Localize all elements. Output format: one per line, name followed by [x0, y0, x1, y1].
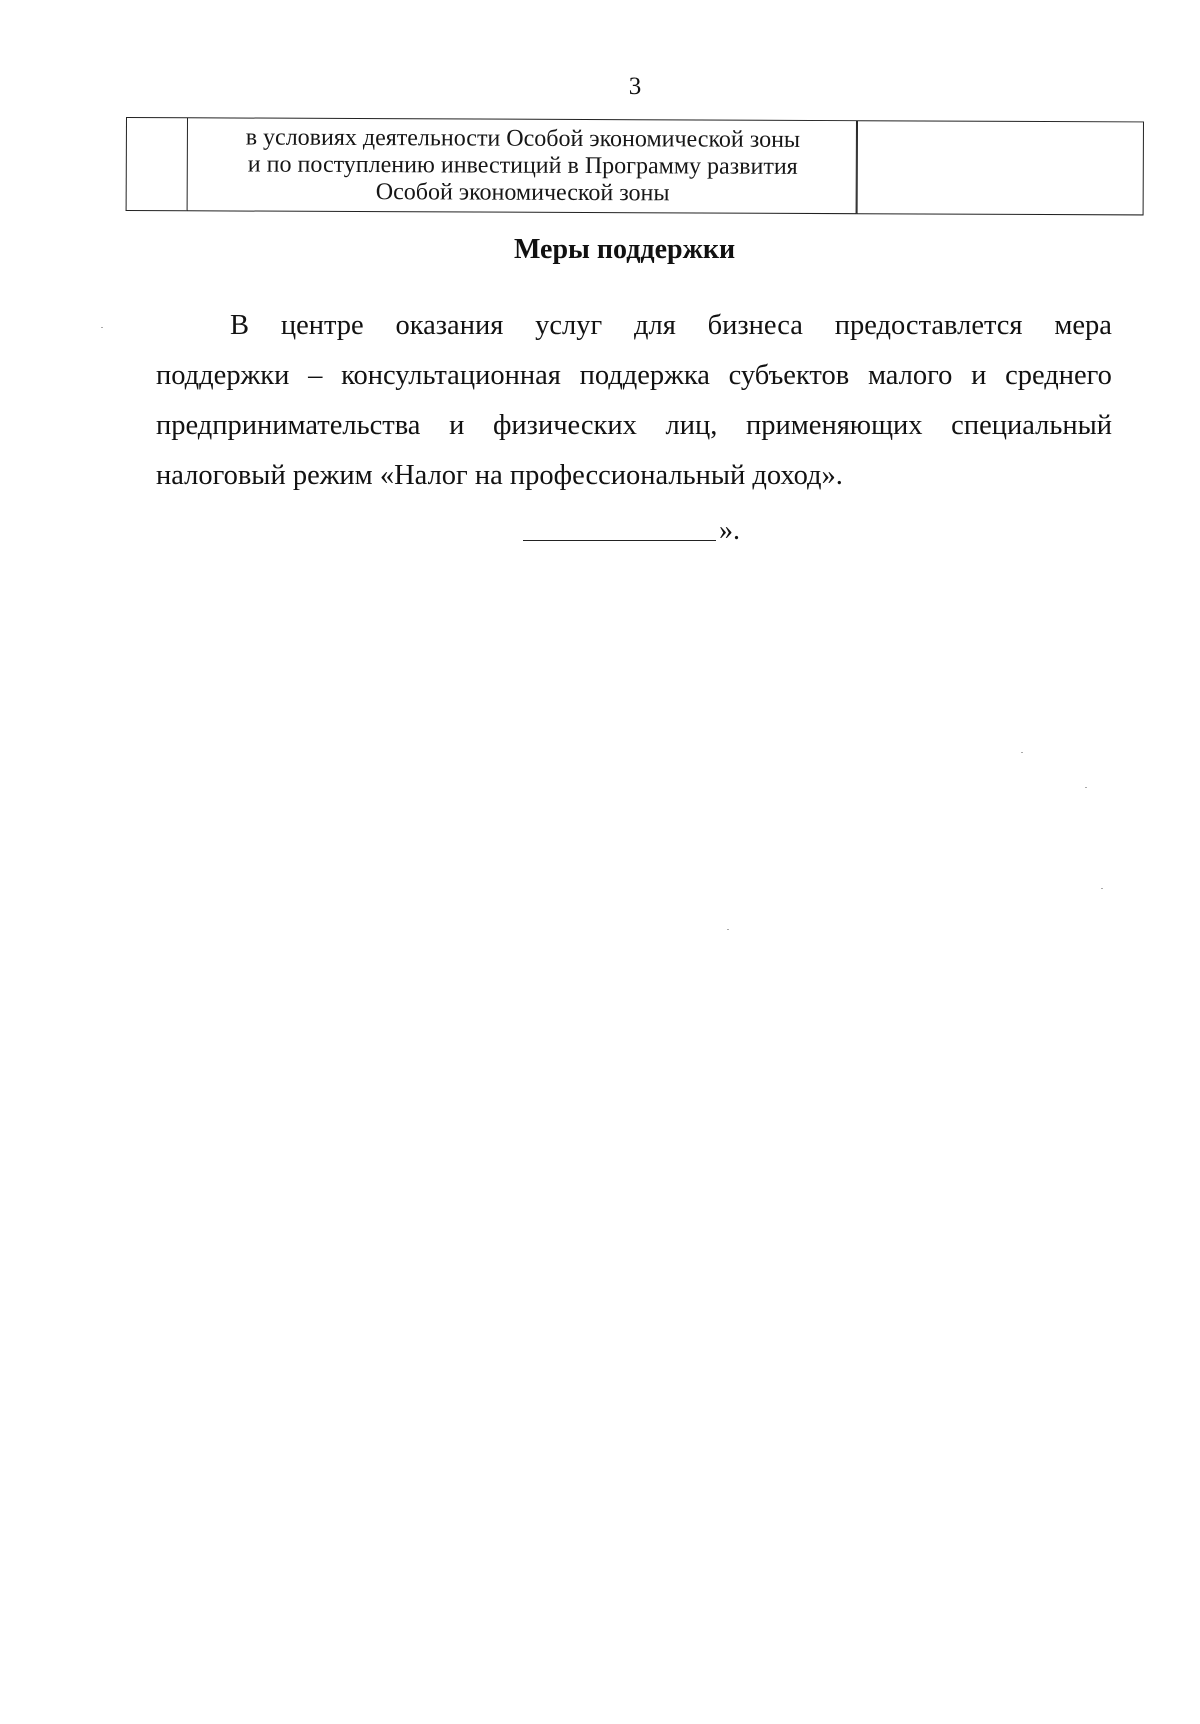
paragraph-word: центре [280, 310, 364, 341]
closing-mark [523, 511, 743, 551]
paragraph-word: поддержки [156, 360, 290, 391]
paragraph-line-2 [156, 351, 1112, 401]
table-text-line: и по поступлению инвестиций в Программу развития [247, 151, 798, 180]
table-fragment [126, 117, 1144, 215]
closing-underline [523, 540, 716, 541]
paragraph-word: малого [867, 360, 953, 391]
body-paragraph [156, 301, 1112, 501]
paragraph-word: предоставлется [834, 310, 1023, 341]
scan-speck [101, 327, 103, 328]
paragraph-word: оказания [395, 310, 504, 341]
table-cell-text [188, 124, 858, 208]
closing-quote: ». [719, 515, 740, 546]
scan-speck [1085, 787, 1087, 788]
paragraph-word: специальный [951, 410, 1112, 441]
paragraph-word: мера [1054, 310, 1112, 341]
paragraph-word: поддержка [579, 360, 710, 391]
paragraph-word: субъектов [728, 360, 850, 391]
paragraph-word: применяющих [746, 410, 923, 441]
paragraph-word: и [971, 360, 987, 391]
page-number: 3 [628, 73, 642, 100]
scan-speck [1101, 888, 1103, 889]
scan-speck [727, 929, 729, 930]
table-text-line: в условиях деятельности Особой экономической зоны [245, 124, 801, 153]
section-heading: Меры поддержки [514, 234, 736, 265]
paragraph-word: и [449, 410, 465, 441]
scan-speck [1021, 752, 1023, 753]
paragraph-word: консультационная [341, 360, 561, 391]
table-cell-description [187, 117, 857, 214]
paragraph-word: – [308, 360, 323, 391]
paragraph-word: среднего [1005, 360, 1112, 391]
table-cell-empty [857, 120, 1144, 215]
paragraph-word: для [633, 310, 676, 341]
paragraph-word: физических [492, 410, 637, 441]
paragraph-line-4: налоговый режим «Налог на профессиональный доход». [156, 460, 843, 491]
paragraph-line-3 [156, 401, 1112, 451]
paragraph-word: предпринимательства [156, 410, 421, 441]
paragraph-word: лиц, [665, 410, 718, 441]
paragraph-word: услуг [535, 310, 603, 341]
paragraph-word: В [230, 310, 250, 341]
table-text-line: Особой экономической зоны [375, 179, 670, 207]
paragraph-word: бизнеса [707, 310, 803, 341]
paragraph-line-1 [230, 301, 1112, 351]
table-cell-number [126, 117, 187, 211]
